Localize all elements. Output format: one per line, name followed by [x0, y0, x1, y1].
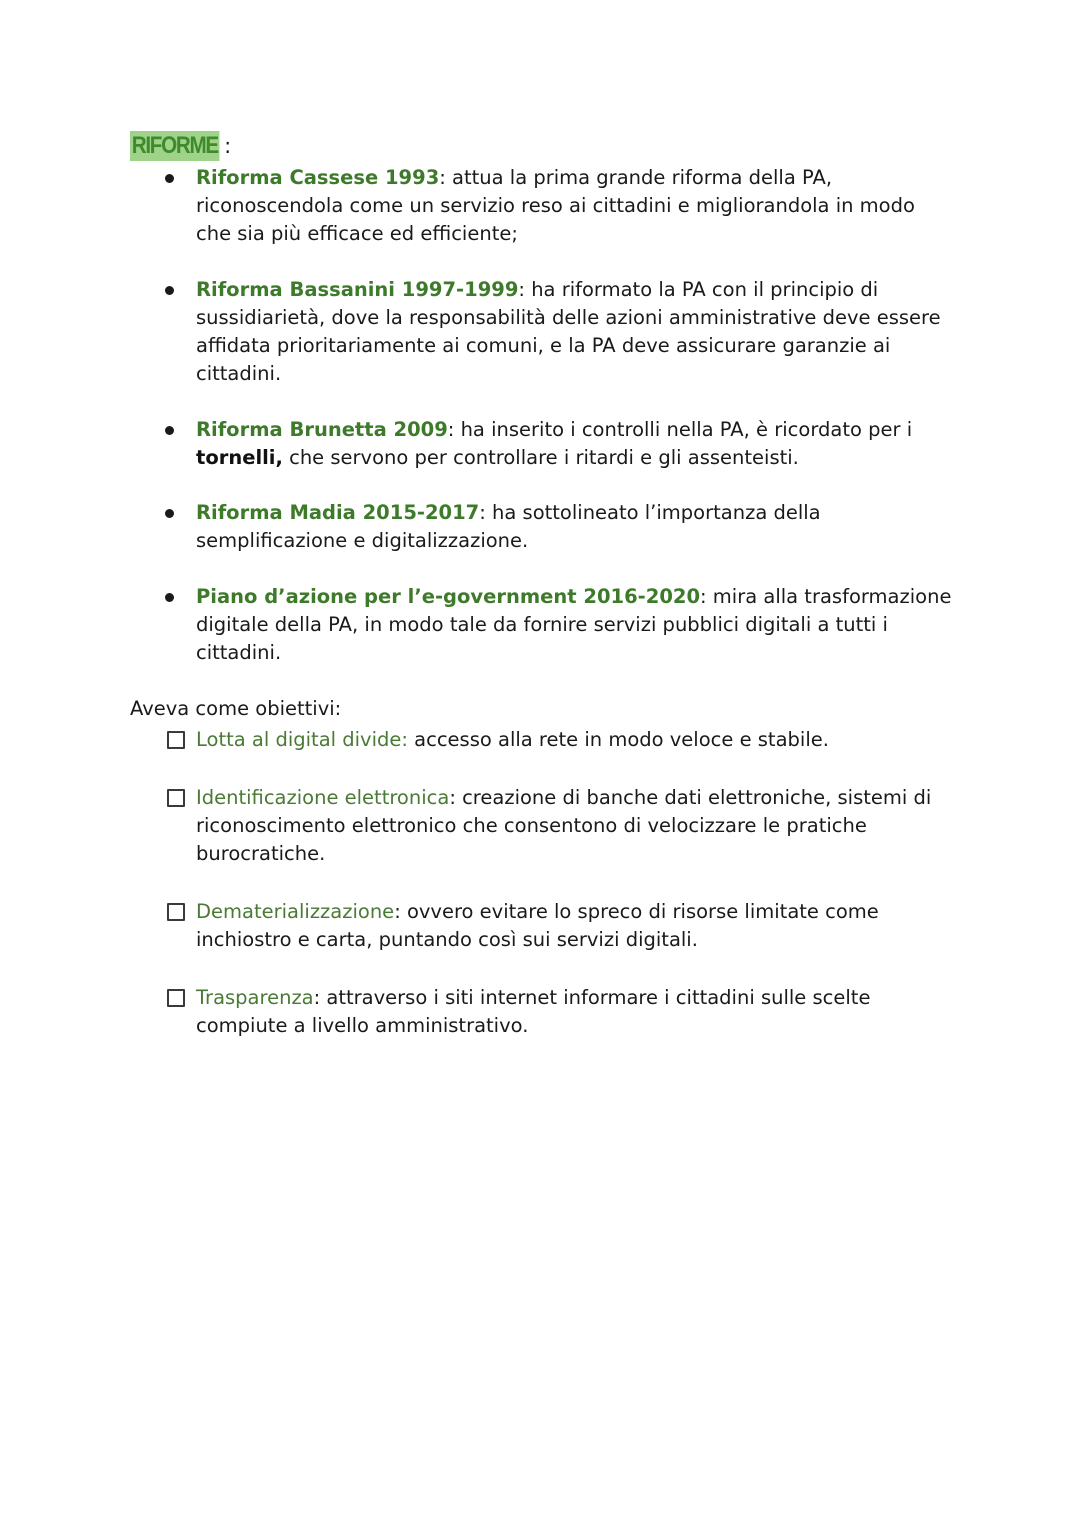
reform-text-continued: che servono per controllare i ritardi e gli assenteisti.	[282, 446, 799, 469]
reform-name: Riforma Bassanini 1997-1999	[196, 278, 519, 301]
checkbox-icon[interactable]	[167, 731, 185, 749]
reform-name: Riforma Brunetta 2009	[196, 418, 448, 441]
checkbox-icon[interactable]	[167, 789, 185, 807]
reform-text: : attua la prima grande riforma della PA, riconoscendola come un servizio reso ai cittadini e migliorandola in modo che sia più efficace ed efficiente;	[196, 166, 915, 245]
reform-text: : ha sottolineato l’importanza della semplificazione e digitalizzazione.	[196, 501, 821, 552]
objective-name: Trasparenza	[196, 986, 314, 1009]
heading-colon: :	[224, 134, 232, 158]
reform-bold-term: tornelli,	[196, 446, 283, 469]
objective-item-digital-divide	[196, 726, 956, 754]
reform-text: : mira alla trasformazione digitale della PA, in modo tale da fornire servizi pubblici digitali a tutti i cittadini.	[196, 585, 952, 664]
reform-item-cassese	[196, 164, 956, 248]
bullet-icon	[165, 593, 174, 602]
reform-name: Riforma Madia 2015-2017	[196, 501, 480, 524]
checkbox-icon[interactable]	[167, 903, 185, 921]
bullet-icon	[165, 426, 174, 435]
reform-text: : ha riformato la PA con il principio di sussidiarietà, dove la responsabilità delle azioni amministrative deve essere affidata prioritariamente ai comuni, e la PA deve assicurare garanzie ai cittadini.	[196, 278, 941, 385]
reform-name: Riforma Cassese 1993	[196, 166, 440, 189]
reform-item-egov	[196, 583, 956, 667]
objective-name: Identificazione elettronica	[196, 786, 450, 809]
reform-item-brunetta	[196, 416, 956, 472]
bullet-icon	[165, 174, 174, 183]
objective-name: Lotta al digital divide:	[196, 728, 408, 751]
objective-item-trasparenza	[196, 984, 956, 1040]
bullet-icon	[165, 509, 174, 518]
heading-highlight: RIFORME	[131, 132, 218, 159]
bullet-icon	[165, 286, 174, 295]
reform-text: : ha inserito i controlli nella PA, è ricordato per i	[447, 418, 913, 441]
objective-item-identificazione	[196, 784, 956, 868]
section-heading	[130, 131, 231, 161]
reform-item-bassanini	[196, 276, 956, 388]
reform-item-madia	[196, 499, 956, 555]
objective-item-dematerializzazione	[196, 898, 956, 954]
objective-text: : creazione di banche dati elettroniche, sistemi di riconoscimento elettronico che consentono di velocizzare le pratiche burocratiche.	[196, 786, 932, 865]
objective-name: Dematerializzazione	[196, 900, 395, 923]
objective-text: accesso alla rete in modo veloce e stabile.	[407, 728, 829, 751]
objective-text: : ovvero evitare lo spreco di risorse limitate come inchiostro e carta, puntando così sui servizi digitali.	[196, 900, 879, 951]
reform-name: Piano d’azione per l’e-government 2016-2020	[196, 585, 701, 608]
objective-text: : attraverso i siti internet informare i cittadini sulle scelte compiute a livello amministrativo.	[196, 986, 871, 1037]
checkbox-icon[interactable]	[167, 989, 185, 1007]
objectives-intro: Aveva come obiettivi:	[130, 697, 342, 720]
